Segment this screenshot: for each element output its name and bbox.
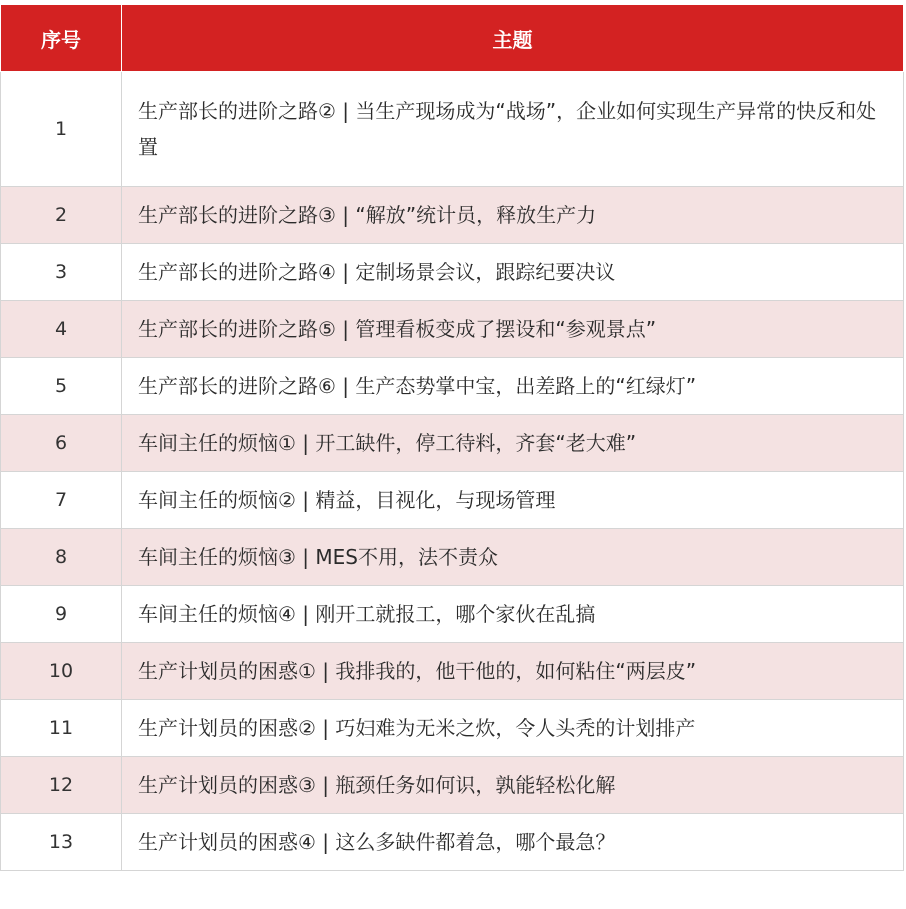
table-row <box>1 415 904 472</box>
table-row <box>1 814 904 871</box>
row-topic: 车间主任的烦恼① | 开工缺件，停工待料，齐套“老大难” <box>122 415 904 472</box>
row-number: 7 <box>1 472 122 529</box>
row-number: 3 <box>1 244 122 301</box>
header-topic: 主题 <box>122 5 904 72</box>
row-number: 12 <box>1 757 122 814</box>
row-topic: 生产计划员的困惑③ | 瓶颈任务如何识，孰能轻松化解 <box>122 757 904 814</box>
table-row <box>1 244 904 301</box>
table-row <box>1 586 904 643</box>
row-topic: 生产部长的进阶之路③ | “解放”统计员，释放生产力 <box>122 187 904 244</box>
table-row <box>1 472 904 529</box>
table-body <box>1 72 904 871</box>
table-row <box>1 187 904 244</box>
table-row <box>1 757 904 814</box>
row-topic: 车间主任的烦恼④ | 刚开工就报工，哪个家伙在乱搞 <box>122 586 904 643</box>
row-topic: 生产部长的进阶之路⑤ | 管理看板变成了摆设和“参观景点” <box>122 301 904 358</box>
row-topic: 车间主任的烦恼③ | MES不用，法不责众 <box>122 529 904 586</box>
table-header <box>1 5 904 72</box>
topics-table <box>0 4 904 871</box>
table-row <box>1 643 904 700</box>
row-topic: 生产计划员的困惑④ | 这么多缺件都着急，哪个最急？ <box>122 814 904 871</box>
row-number: 13 <box>1 814 122 871</box>
row-number: 1 <box>1 72 122 187</box>
row-number: 6 <box>1 415 122 472</box>
row-number: 9 <box>1 586 122 643</box>
table-row <box>1 358 904 415</box>
table-row <box>1 301 904 358</box>
table-row <box>1 529 904 586</box>
row-topic: 生产部长的进阶之路⑥ | 生产态势掌中宝，出差路上的“红绿灯” <box>122 358 904 415</box>
row-topic: 生产计划员的困惑② | 巧妇难为无米之炊，令人头秃的计划排产 <box>122 700 904 757</box>
row-number: 11 <box>1 700 122 757</box>
row-number: 4 <box>1 301 122 358</box>
row-topic: 车间主任的烦恼② | 精益，目视化，与现场管理 <box>122 472 904 529</box>
row-number: 5 <box>1 358 122 415</box>
row-topic: 生产计划员的困惑① | 我排我的，他干他的，如何粘住“两层皮” <box>122 643 904 700</box>
header-row <box>1 5 904 72</box>
row-topic: 生产部长的进阶之路④ | 定制场景会议，跟踪纪要决议 <box>122 244 904 301</box>
header-number: 序号 <box>1 5 122 72</box>
row-number: 8 <box>1 529 122 586</box>
row-number: 2 <box>1 187 122 244</box>
row-topic: 生产部长的进阶之路② | 当生产现场成为“战场”，企业如何实现生产异常的快反和处置 <box>122 72 904 187</box>
table-row <box>1 72 904 187</box>
table-row <box>1 700 904 757</box>
row-number: 10 <box>1 643 122 700</box>
topics-table-container <box>0 4 903 871</box>
